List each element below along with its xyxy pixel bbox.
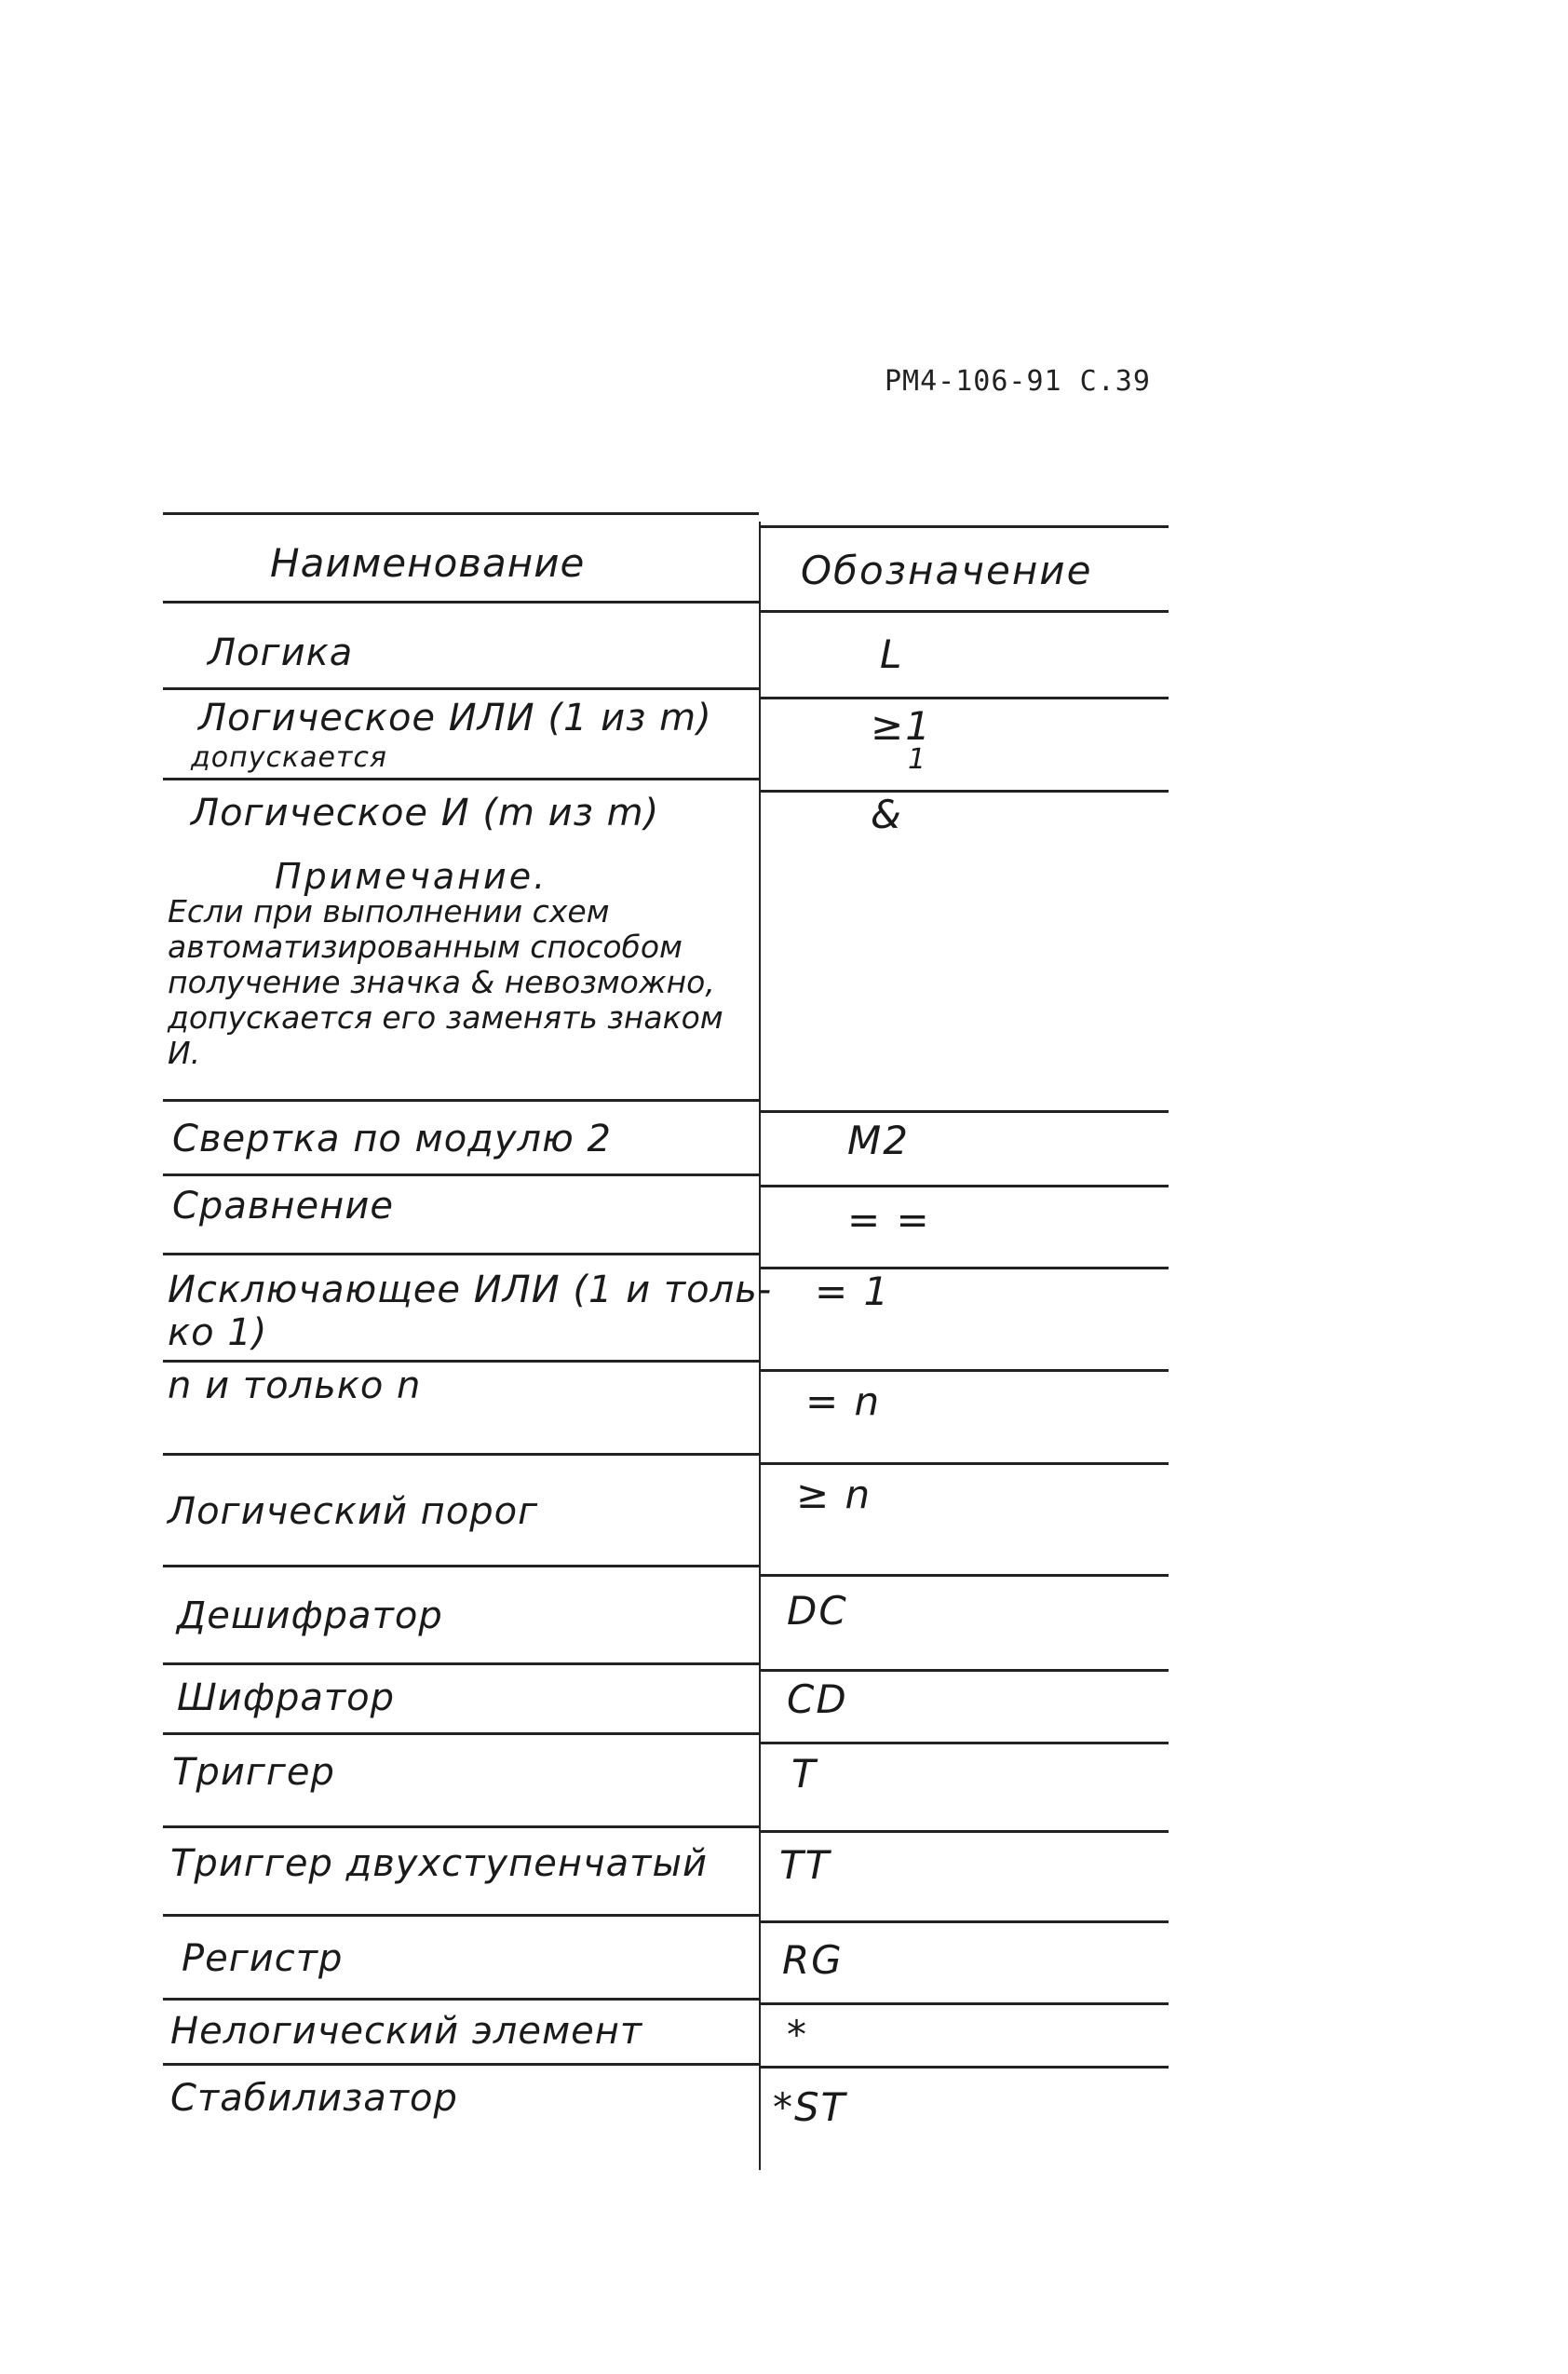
row-name: Дешифратор (177, 1594, 443, 1637)
row-name: Логическое И (m из m) (191, 792, 660, 834)
rule (163, 601, 759, 604)
rule (163, 1173, 759, 1176)
row-symbol: = = (847, 1197, 931, 1242)
row-name: Шифратор (177, 1676, 396, 1719)
rule (163, 1253, 759, 1255)
note-text: Если при выполнении схем автоматизированным способом получение значка & невозможно, допускается его заменять знаком И. (168, 893, 723, 1071)
rule (163, 1565, 759, 1567)
row-symbol: = 1 (815, 1268, 891, 1314)
row-symbol: T (791, 1751, 818, 1797)
rule (163, 2063, 759, 2066)
rule (163, 1998, 759, 2001)
rule (761, 1742, 1169, 1744)
rule (163, 1732, 759, 1735)
row-symbol: * (787, 2012, 808, 2057)
rule (761, 1920, 1169, 1923)
row-name: Свертка по модулю 2 (172, 1118, 612, 1160)
rule (761, 610, 1169, 613)
row-name: Стабилизатор (170, 2077, 458, 2120)
rule (761, 525, 1169, 528)
row-symbol: RG (782, 1937, 844, 1983)
rule (761, 1669, 1169, 1672)
row-name: Исключающее ИЛИ (1 и толь- (168, 1268, 773, 1311)
row-name: Логический порог (168, 1490, 539, 1533)
row-symbol: M2 (847, 1118, 910, 1163)
rule (761, 2066, 1169, 2069)
column-header-symbol: Обозначение (801, 548, 1093, 593)
rule (163, 1914, 759, 1917)
rule (761, 1574, 1169, 1577)
row-name: Триггер (172, 1751, 335, 1794)
rule (163, 512, 759, 515)
rule (163, 1825, 759, 1828)
note-title: Примечание. (275, 856, 548, 897)
row-name-continuation: ко 1) (168, 1311, 268, 1354)
column-header-name: Наименование (270, 540, 586, 586)
row-symbol: DC (787, 1588, 848, 1634)
note-block (168, 856, 754, 1071)
row-name: Сравнение (172, 1185, 394, 1228)
row-symbol: L (880, 631, 904, 677)
row-name: Триггер двухступенчатый (170, 1842, 709, 1885)
row-name: Нелогический элемент (170, 2010, 643, 2053)
row-name: Логика (208, 631, 354, 674)
rule (163, 1662, 759, 1665)
rule (761, 2002, 1169, 2005)
row-symbol: CD (787, 1676, 848, 1722)
row-symbol: = n (805, 1378, 882, 1424)
designation-table (163, 512, 1169, 2170)
rule (163, 1099, 759, 1102)
row-name-continuation: допускается (191, 741, 387, 774)
row-symbol: & (871, 792, 903, 837)
rule (761, 1185, 1169, 1187)
row-symbol: ≥ n (796, 1472, 872, 1517)
row-symbol: ≥1 (871, 703, 932, 749)
rule (761, 1369, 1169, 1372)
rule (761, 1110, 1169, 1113)
rule (761, 1830, 1169, 1833)
rule (761, 697, 1169, 699)
row-name: Логическое ИЛИ (1 из m) (198, 697, 712, 739)
rule (163, 687, 759, 690)
rule (761, 1462, 1169, 1465)
row-symbol: TT (779, 1842, 831, 1888)
rule (163, 1360, 759, 1363)
rule (761, 790, 1169, 793)
row-name: n и только n (168, 1364, 422, 1407)
row-symbol-alt: 1 (908, 743, 928, 776)
page-header: РМ4-106-91 С.39 (885, 365, 1151, 398)
rule (163, 778, 759, 780)
rule (163, 1453, 759, 1456)
row-symbol: *ST (773, 2084, 847, 2130)
row-name: Регистр (182, 1937, 344, 1980)
